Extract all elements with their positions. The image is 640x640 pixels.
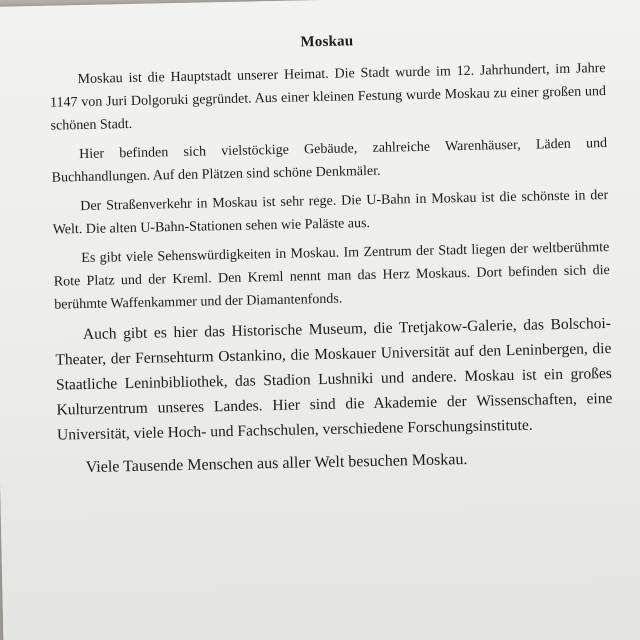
paragraph-2: Hier befinden sich vielstöckige Gebäude, zahlreiche Warenhäuser, Läden und Buchhandlungen. Auf den Plätzen sind schöne Denkmäler. bbox=[51, 136, 608, 186]
paragraph-5: Auch gibt es hier das Historische Museum, die Tretjakow-Galerie, das Bolschoi-Theater, der Fernsehturm Ostankino, die Moskauer Universität auf den Leninbergen, die Staatliche Leninbibliothek, das Stadion Lushniki und andere. Moskau ist ein großes Kulturzentrum unseres Landes. Hier sind die Akademie der Wissenschaften, eine Universität, viele Hoch- und Fachschulen, verschiedene Forschungsinstitute. bbox=[55, 314, 613, 444]
paragraph-6: Viele Tausende Menschen aus aller Welt besuchen Moskau. bbox=[85, 451, 468, 477]
document-title: Moskau bbox=[300, 33, 354, 51]
paragraph-3: Der Straßenverkehr in Moskau ist sehr rege. Die U-Bahn in Moskau ist die schönste in der Welt. Die alten U-Bahn-Stationen sehen wie Paläste aus. bbox=[52, 188, 609, 238]
document-page bbox=[49, 28, 614, 487]
paragraph-4: Es gibt viele Sehenswürdigkeiten in Moskau. Im Zentrum der Stadt liegen der weltberühmte Rote Platz und der Kreml. Den Kreml nennt man das Herz Moskaus. Dort befinden sich die berühmte Waffenkammer und der Diamantenfonds. bbox=[53, 239, 610, 313]
paragraph-1: Moskau ist die Hauptstadt unserer Heimat. Die Stadt wurde im 12. Jahrhundert, im Jahre 1147 von Juri Dolgoruki gegründet. Aus einer kleinen Festung wurde Moskau zu einer großen und schönen Stadt. bbox=[49, 61, 607, 134]
